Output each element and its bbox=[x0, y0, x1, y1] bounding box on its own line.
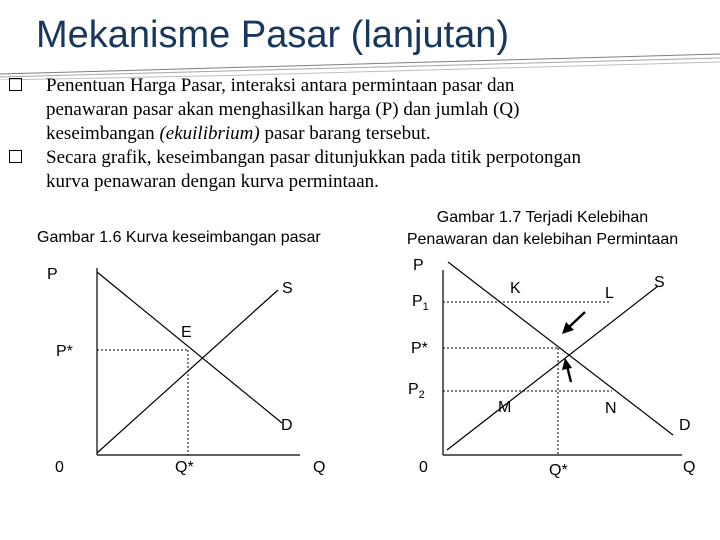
slide-title: Mekanisme Pasar (lanjutan) bbox=[36, 14, 510, 56]
figure-1-label-p: P bbox=[47, 266, 58, 283]
figure-1-label-qstar: Q* bbox=[175, 459, 194, 476]
figure-2-demand-curve bbox=[448, 262, 673, 435]
bullet-1-line-3-text-a: keseimbangan bbox=[46, 123, 160, 144]
figure-2-label-l: L bbox=[605, 285, 614, 302]
figure-2-label-p1 bbox=[412, 293, 429, 313]
figure-2-label-p1-sub: 1 bbox=[422, 301, 429, 314]
bullet-1-line-1: Penentuan Harga Pasar, interaksi antara permintaan pasar dan bbox=[46, 75, 515, 96]
figure-2-label-pstar: P* bbox=[411, 340, 428, 357]
figure-2-label-qstar: Q* bbox=[549, 462, 568, 479]
figure-1-label-e: E bbox=[181, 324, 192, 341]
figure-1-label-d: D bbox=[281, 417, 293, 434]
figure-2-label-p2-sub: 2 bbox=[418, 389, 425, 402]
figure-2-caption-line-1: Gambar 1.7 Terjadi Kelebihan bbox=[436, 209, 649, 226]
figure-2-arrow-down-shaft bbox=[568, 312, 585, 328]
figure-1-label-q: Q bbox=[313, 459, 326, 476]
bullet-2-line-2: kurva penawaran dengan kurva permintaan. bbox=[46, 171, 379, 192]
figure-2-caption-line-2: Penawaran dan kelebihan Permintaan bbox=[406, 231, 679, 248]
figure-2-label-d: D bbox=[679, 417, 691, 434]
figure-2-label-p1-main: P bbox=[412, 293, 423, 310]
figure-2-label-p2-main: P bbox=[408, 381, 419, 398]
figure-2-label-p: P bbox=[413, 257, 424, 274]
bullet-1-line-3-italic: (ekuilibrium) bbox=[159, 123, 260, 144]
figure-1-label-pstar: P* bbox=[56, 343, 73, 360]
bullet-1-line-2: penawaran pasar akan menghasilkan harga (P) dan jumlah (Q) bbox=[46, 99, 520, 120]
figure-2-label-n: N bbox=[605, 400, 617, 417]
figure-1-caption: Gambar 1.6 Kurva keseimbangan pasar bbox=[37, 229, 321, 246]
bullet-1-line-3-text-c: pasar barang tersebut. bbox=[259, 123, 431, 144]
figure-1-label-origin: 0 bbox=[55, 459, 64, 476]
figure-2-label-m: M bbox=[498, 399, 512, 416]
figure-2-label-origin: 0 bbox=[419, 459, 428, 476]
bullet-2-line-1: Secara grafik, keseimbangan pasar ditunjukkan pada titik perpotongan bbox=[46, 147, 581, 168]
figure-2-label-k: K bbox=[510, 280, 521, 297]
figure-2-label-s: S bbox=[654, 274, 665, 291]
figure-1-label-s: S bbox=[282, 280, 293, 297]
figure-2-supply-curve bbox=[447, 286, 658, 450]
figure-2-label-p2 bbox=[408, 381, 425, 401]
figure-2-label-q: Q bbox=[683, 459, 696, 476]
